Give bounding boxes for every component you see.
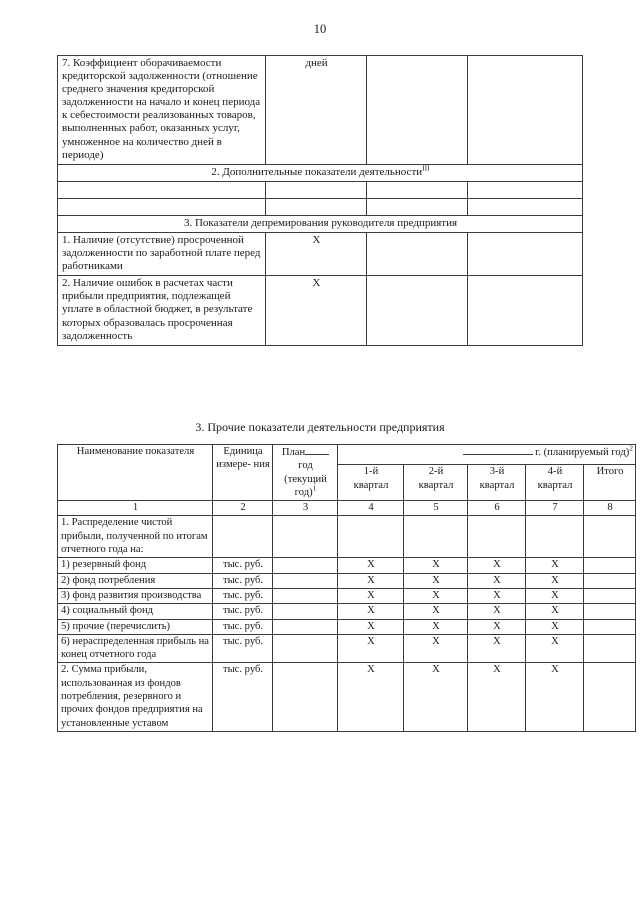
row-q2: X: [404, 604, 468, 619]
section-header-depremirovanie: 3. Показатели депремирования руководителя предприятия: [58, 215, 583, 232]
table-row: [58, 663, 636, 731]
column-number-7: 7: [526, 501, 584, 516]
row-plan[interactable]: [273, 604, 338, 619]
header-plan-line2: год: [298, 460, 313, 472]
row-total[interactable]: [584, 663, 636, 731]
indicator-name-cell: 7. Коэффициент оборачиваемости кредиторской задолженности (отношение среднего значения кредиторской задолженности на начало и конец периода к себестоимости реализованных товаров, выполненных работ, оказанных услуг, умноженное на количество дней в периоде): [58, 56, 266, 165]
row-q2: X: [404, 634, 468, 663]
row-q3: X: [468, 634, 526, 663]
row-unit: тыс. руб.: [213, 619, 273, 634]
column-number-2: 2: [213, 501, 273, 516]
plan-year-blank[interactable]: [305, 445, 329, 455]
indicators-table: [57, 55, 583, 346]
row-q4: X: [526, 663, 584, 731]
row-q4: X: [526, 619, 584, 634]
row-q3: X: [468, 573, 526, 588]
table-row: [58, 634, 636, 663]
row-unit: тыс. руб.: [213, 588, 273, 603]
depremirovanie-value-cell-2a[interactable]: [367, 276, 468, 345]
other-indicators-table: [57, 444, 636, 732]
row-q1: X: [338, 558, 404, 573]
header-plan-line3: (текущий: [284, 473, 327, 485]
header-q1-line1: 1-й: [363, 466, 379, 478]
section-header-additional-label: 2. Дополнительные показатели деятельности: [211, 165, 423, 178]
column-number-3: 3: [273, 501, 338, 516]
table-row: [58, 276, 583, 345]
header-quarter-1: [338, 465, 404, 501]
header-q3-line2: квартал: [479, 479, 515, 491]
row-name: 1. Распределение чистой прибыли, полученной по итогам отчетного года на:: [58, 516, 213, 558]
row-unit: тыс. руб.: [213, 634, 273, 663]
row-q3: X: [468, 619, 526, 634]
indicator-unit-cell[interactable]: дней: [266, 56, 367, 165]
header-q4-line1: 4-й: [547, 466, 563, 478]
row-name: 3) фонд развития производства: [58, 588, 213, 603]
row-q1: X: [338, 634, 404, 663]
table-row: [58, 588, 636, 603]
row-plan[interactable]: [273, 588, 338, 603]
row-q1: X: [338, 619, 404, 634]
depremirovanie-mark-cell-1: X: [266, 232, 367, 275]
row-name: 5) прочие (перечислить): [58, 619, 213, 634]
depremirovanie-name-cell-1: 1. Наличие (отсутствие) просроченной задолженности по заработной плате перед работниками: [58, 232, 266, 275]
row-plan[interactable]: [273, 573, 338, 588]
row-unit: [213, 516, 273, 558]
row-total[interactable]: [584, 588, 636, 603]
page-title: 3. Прочие показатели деятельности предприятия: [195, 420, 445, 434]
row-total[interactable]: [584, 604, 636, 619]
row-q4[interactable]: [526, 516, 584, 558]
depremirovanie-value-cell-2b[interactable]: [468, 276, 583, 345]
row-q1: X: [338, 573, 404, 588]
table-row: [58, 516, 636, 558]
row-q3: X: [468, 558, 526, 573]
row-name: 6) нераспределенная прибыль на конец отчетного года: [58, 634, 213, 663]
row-q1: X: [338, 604, 404, 619]
header-q3-line1: 3-й: [489, 466, 505, 478]
row-name: 1) резервный фонд: [58, 558, 213, 573]
blank-value-cell-2a[interactable]: [367, 198, 468, 215]
row-q2: X: [404, 663, 468, 731]
section-header-row: [58, 215, 583, 232]
column-number-1: 1: [58, 501, 213, 516]
blank-unit-cell-2[interactable]: [266, 198, 367, 215]
header-q4-line2: квартал: [537, 479, 573, 491]
blank-value-cell-1a[interactable]: [367, 181, 468, 198]
row-q3: X: [468, 588, 526, 603]
row-q1: X: [338, 663, 404, 731]
header-plan-footnote: 1: [312, 483, 317, 493]
row-q4: X: [526, 634, 584, 663]
row-total[interactable]: [584, 619, 636, 634]
row-q3[interactable]: [468, 516, 526, 558]
row-q2: X: [404, 573, 468, 588]
blank-value-cell-1b[interactable]: [468, 181, 583, 198]
row-total[interactable]: [584, 516, 636, 558]
header-plan-line4: год): [294, 486, 313, 498]
row-name: 2) фонд потребления: [58, 573, 213, 588]
column-number-row: [58, 501, 636, 516]
row-q2: X: [404, 558, 468, 573]
table-row: [58, 56, 583, 165]
row-q1: X: [338, 588, 404, 603]
header-quarter-2: [404, 465, 468, 501]
depremirovanie-name-cell-2: 2. Наличие ошибок в расчетах части прибыли предприятия, подлежащей уплате в областной бюджет, в результате которых образовалась просроченная задолженность: [58, 276, 266, 345]
column-number-6: 6: [468, 501, 526, 516]
header-plan-year: [273, 445, 338, 501]
row-q2: X: [404, 588, 468, 603]
section-header-additional: [58, 164, 583, 181]
row-plan[interactable]: [273, 619, 338, 634]
indicator-value-cell-1[interactable]: [367, 56, 468, 165]
row-unit: тыс. руб.: [213, 604, 273, 619]
depremirovanie-value-cell-1b[interactable]: [468, 232, 583, 275]
header-q2-line1: 2-й: [428, 466, 444, 478]
row-plan[interactable]: [273, 634, 338, 663]
row-total[interactable]: [584, 634, 636, 663]
column-number-8: 8: [584, 501, 636, 516]
row-q3: X: [468, 663, 526, 731]
row-name: 4) социальный фонд: [58, 604, 213, 619]
row-q3: X: [468, 604, 526, 619]
column-number-4: 4: [338, 501, 404, 516]
row-unit: тыс. руб.: [213, 663, 273, 731]
row-q2[interactable]: [404, 516, 468, 558]
header-quarter-4: [526, 465, 584, 501]
header-planned-year-footnote: 2: [629, 443, 634, 453]
section-header-additional-footnote: III: [422, 163, 430, 173]
row-plan[interactable]: [273, 558, 338, 573]
row-q4: X: [526, 588, 584, 603]
blank-name-cell-2[interactable]: [58, 198, 266, 215]
header-q1-line2: квартал: [353, 479, 389, 491]
row-name: 2. Сумма прибыли, использованная из фондов потребления, резервного и прочих фондов предприятия на установленные уставом: [58, 663, 213, 731]
table-row: [58, 604, 636, 619]
depremirovanie-value-cell-1a[interactable]: [367, 232, 468, 275]
planned-year-blank[interactable]: [463, 445, 533, 455]
table-header-row: [58, 445, 636, 465]
row-unit: тыс. руб.: [213, 573, 273, 588]
header-planned-year-label: г. (планируемый год): [535, 447, 630, 458]
header-total: Итого: [584, 465, 636, 501]
row-q4: X: [526, 558, 584, 573]
table-row: [58, 558, 636, 573]
row-total[interactable]: [584, 573, 636, 588]
row-q4: X: [526, 573, 584, 588]
row-unit: тыс. руб.: [213, 558, 273, 573]
row-total[interactable]: [584, 558, 636, 573]
header-plan-label: План: [281, 447, 306, 458]
header-indicator-name: Наименование показателя: [58, 445, 213, 501]
section-header-row: [58, 164, 583, 181]
table-row: [58, 232, 583, 275]
header-q2-line2: квартал: [418, 479, 454, 491]
blank-unit-cell-1[interactable]: [266, 181, 367, 198]
row-plan[interactable]: [273, 663, 338, 731]
blank-value-cell-2b[interactable]: [468, 198, 583, 215]
table-row: [58, 573, 636, 588]
column-number-5: 5: [404, 501, 468, 516]
table-row: [58, 198, 583, 215]
depremirovanie-mark-cell-2: X: [266, 276, 367, 345]
row-q2: X: [404, 619, 468, 634]
row-q1[interactable]: [338, 516, 404, 558]
row-q4: X: [526, 604, 584, 619]
header-quarter-3: [468, 465, 526, 501]
header-planned-year: [338, 445, 636, 465]
row-plan[interactable]: [273, 516, 338, 558]
blank-name-cell-1[interactable]: [58, 181, 266, 198]
page-number: 10: [313, 22, 327, 36]
table-row: [58, 619, 636, 634]
table-row: [58, 181, 583, 198]
header-unit: Единица измере- ния: [213, 445, 273, 501]
indicator-value-cell-2[interactable]: [468, 56, 583, 165]
